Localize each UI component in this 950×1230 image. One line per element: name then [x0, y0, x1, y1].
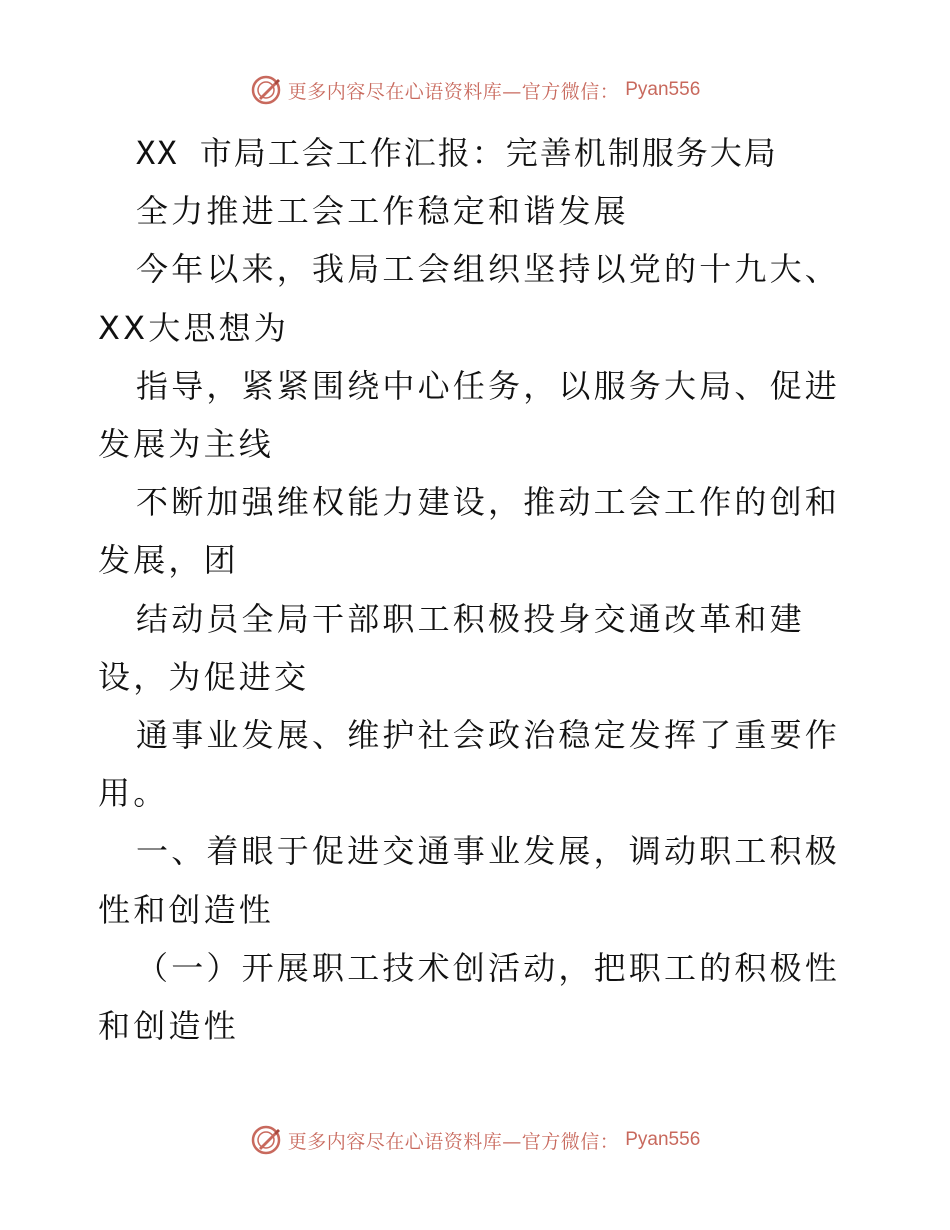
watermark-text: 更多内容尽在心语资料库—官方微信： [287, 1130, 620, 1153]
subsection-heading: （一）开展职工技术创活动，把职工的积极性和创造性 [98, 948, 841, 1046]
document-title-line-1: XX 市局工会工作汇报：完善机制服务大局 [136, 134, 778, 172]
watermark-contact: Pyan556 [625, 79, 701, 100]
watermark-text: 更多内容尽在心语资料库—官方微信： [287, 80, 620, 103]
section-heading: 一、着眼于促进交通事业发展，调动职工积极性和创造性 [98, 832, 841, 929]
document-body [98, 124, 858, 1055]
footer-watermark [0, 1120, 950, 1160]
watermark-contact: Pyan556 [625, 1129, 701, 1150]
paragraph: 指导，紧紧围绕中心任务，以服务大局、促进发展为主线 [98, 366, 841, 464]
paragraph: 今年以来，我局工会组织坚持以党的十九大、XX大思想为 [98, 250, 841, 347]
pen-seal-logo-icon [250, 74, 282, 106]
paragraph: 不断加强维权能力建设，推动工会工作的创和发展，团 [98, 483, 841, 580]
paragraph: 通事业发展、维护社会政治稳定发挥了重要作用。 [98, 716, 841, 813]
pen-seal-logo-icon [250, 1124, 282, 1156]
paragraph: 结动员全局干部职工积极投身交通改革和建设，为促进交 [98, 599, 805, 696]
header-watermark [0, 70, 950, 110]
document-title-line-2: 全力推进工会工作稳定和谐发展 [136, 192, 629, 231]
